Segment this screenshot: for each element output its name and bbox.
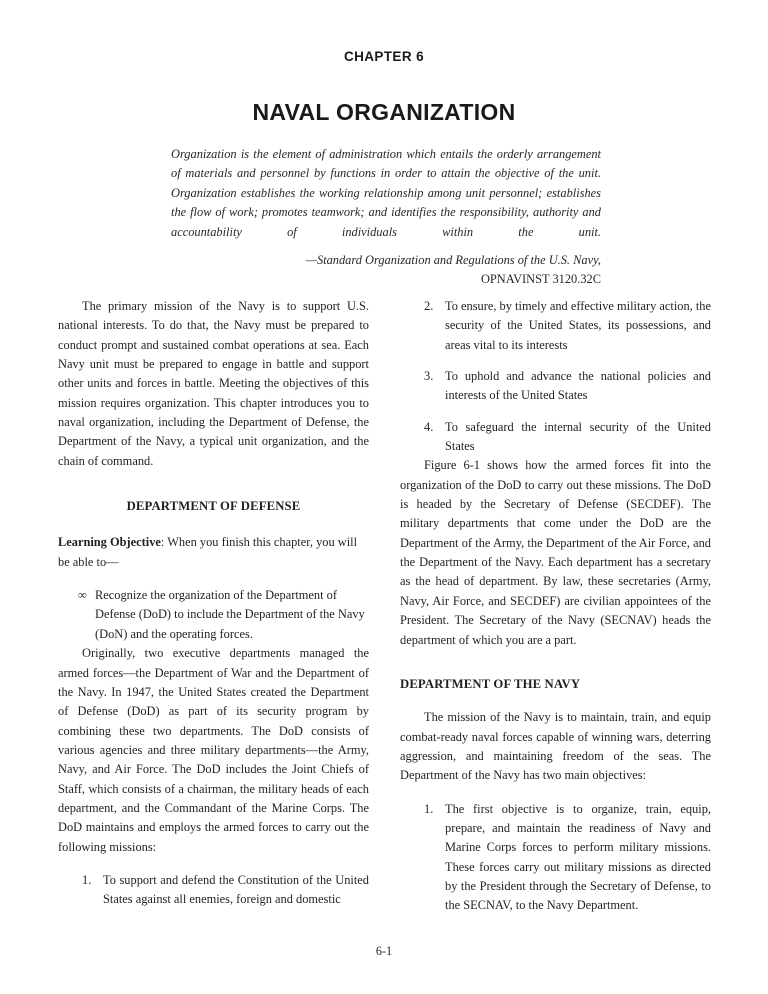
page-number: 6-1 <box>375 944 393 958</box>
list-item-number: 1. <box>424 801 434 816</box>
list-item <box>400 800 711 916</box>
learning-objective-list <box>58 586 369 644</box>
navy-objectives-list <box>400 800 711 916</box>
epigraph-block <box>171 145 601 290</box>
list-item <box>400 367 711 406</box>
list-item <box>400 418 711 457</box>
epigraph-quote: Organization is the element of administration which entails the orderly arrangement of materials and personnel by functions in order to attain the objective of the unit. Organization establishes the working relationship among unit personnel; establishes the flow of work; promotes teamwork; and identifies the responsibility, authority and accountability of individuals within the unit. <box>171 147 601 239</box>
page-title: NAVAL ORGANIZATION <box>252 99 516 125</box>
section-heading-department-of-defense: DEPARTMENT OF DEFENSE <box>126 499 301 514</box>
epigraph-source: OPNAVINST 3120.32C <box>480 272 601 287</box>
infinity-bullet-icon: ∞ <box>78 588 87 603</box>
list-item-text: To ensure, by timely and effective military action, the security of the United States, its possessions, and areas vital to its interests <box>445 299 711 352</box>
list-item-number: 4. <box>424 419 434 434</box>
dod-missions-list <box>58 871 369 910</box>
learning-objective-text: : When you finish this chapter, you will be able to— <box>58 535 358 569</box>
learning-objective <box>58 533 369 572</box>
chapter-label: CHAPTER 6 <box>343 49 425 64</box>
history-paragraph: Originally, two executive departments managed the armed forces—the Department of War and the Department of the Navy. In 1947, the United States created the Department of Defense (DoD) as part of its security program by combining these two departments. The DoD consists of various agencies and three military departments—the Army, Navy, and Air Force. The DoD includes the Joint Chiefs of Staff, which consists of a chairman, the military heads of each department, and the Commandant of the Marine Corps. The DoD maintains and employs the armed forces to carry out the following missions: <box>58 646 369 854</box>
list-item-number: 1. <box>82 872 92 887</box>
list-item <box>58 871 369 910</box>
list-item-text: To safeguard the internal security of the United States <box>445 419 711 454</box>
list-item-number: 2. <box>424 299 434 313</box>
intro-paragraph: The primary mission of the Navy is to support U.S. national interests. To do that, the Navy must be prepared to conduct prompt and sustained combat operations at sea. Each Navy unit must be prepared to engage in battle and support other units and forces in battle. Meeting the objectives of this mission requires organization. This chapter introduces you to naval organization, including the Department of Defense, the Department of the Navy, a typical unit organization, and the chain of command. <box>58 299 369 468</box>
dod-missions-list-continued <box>400 297 711 456</box>
list-item <box>400 297 711 355</box>
learning-objective-label: Learning Objective <box>58 535 161 550</box>
epigraph-attribution: —Standard Organization and Regulations of the U.S. Navy, <box>305 253 601 268</box>
right-column <box>400 297 711 916</box>
section-heading-department-of-the-navy: DEPARTMENT OF THE NAVY <box>400 676 581 691</box>
figure-paragraph: Figure 6-1 shows how the armed forces fit into the organization of the DoD to carry out these missions. The DoD is headed by the Secretary of Defense (SECDEF). The military departments that come under the DoD are the Department of the Army, the Department of the Air Force, and the Department of the Navy. Each department has a secretary as the head of department. By law, these secretaries (Army, Navy, Air Force, and SECDEF) are civilian appointees of the President. The Secretary of the Navy (SECNAV) heads the department of which you are a part. <box>400 458 711 647</box>
list-item-number: 3. <box>424 369 434 384</box>
list-item-text: To support and defend the Constitution of the United States against all enemies, foreign and domestic <box>103 872 369 907</box>
list-item <box>58 586 369 644</box>
list-item-text: The first objective is to organize, train, equip, prepare, and maintain the readiness of Navy and Marine Corps forces to perform military missions. These forces carry out military missions as directed by the President through the Secretary of Defense, to the SECNAV, to the Navy Department. <box>445 801 711 913</box>
list-item-text: Recognize the organization of the Department of Defense (DoD) to include the Department of the Navy (DoN) and the operating forces. <box>95 588 365 641</box>
list-item-text: To uphold and advance the national policies and interests of the United States <box>445 369 711 403</box>
left-column <box>58 297 369 910</box>
navy-mission-paragraph: The mission of the Navy is to maintain, train, and equip combat-ready naval forces capable of winning wars, deterring aggression, and maintaining freedom of the seas. The Department of the Navy has two main objectives: <box>400 710 711 783</box>
